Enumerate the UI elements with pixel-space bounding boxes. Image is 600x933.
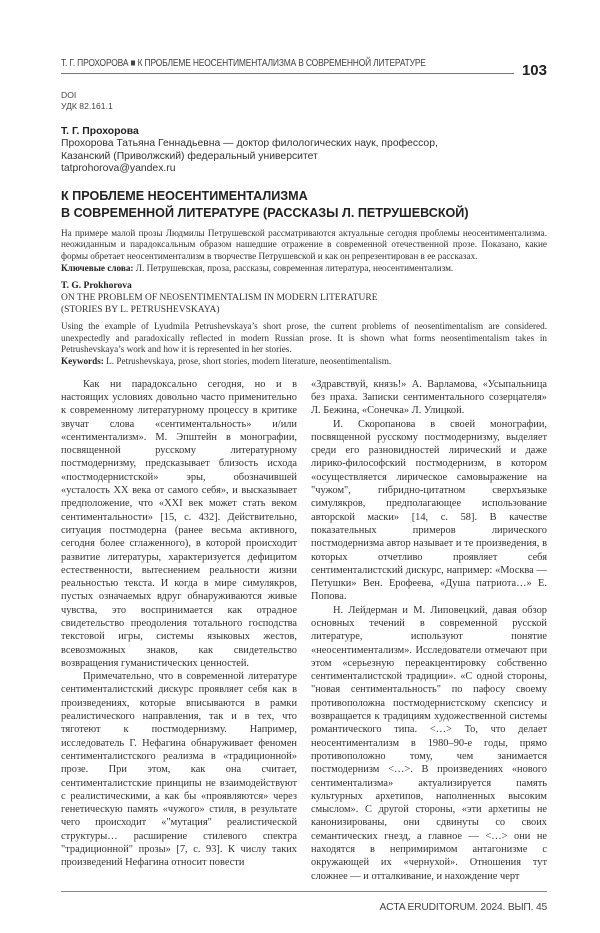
page-header [61, 53, 547, 74]
keywords-ru [61, 263, 547, 275]
paragraph: «Здравствуй, князь!» А. Варламова, «Усыпальница без праха. Записки сентиментального созерцателя» Л. Бежина, «Сонечка» Л. Улицкой. [311, 378, 547, 418]
footer-rule [61, 891, 547, 892]
abstract-ru [61, 228, 547, 275]
body-columns [61, 378, 547, 883]
keywords-ru-label: Ключевые слова: [61, 263, 133, 273]
journal-footer: ACTA ERUDITORUM. 2024. ВЫП. 45 [61, 902, 547, 913]
english-title-1: ON THE PROBLEM OF NEOSENTIMENTALISM IN MODERN LITERATURE [61, 293, 547, 305]
author-affiliation-2: Казанский (Приволжский) федеральный университет [61, 151, 547, 163]
document-page [61, 0, 547, 933]
keywords-en-text: L. Petrushevskaya, prose, short stories, modern literature, neosentimentalism. [104, 356, 391, 366]
author-name: Т. Г. Прохорова [61, 126, 547, 138]
body-column-right [311, 378, 547, 883]
keywords-ru-text: Л. Петрушевская, проза, рассказы, современная литература, неосентиментализм. [133, 263, 453, 273]
keywords-en-label: Keywords: [61, 356, 104, 366]
author-block [61, 126, 547, 176]
english-author: T. G. Prokhorova [61, 281, 547, 293]
page-number: 103 [522, 62, 547, 80]
author-affiliation-1: Прохорова Татьяна Геннадьевна — доктор филологических наук, профессор, [61, 138, 547, 150]
abstract-en-text: Using the example of Lyudmila Petrushevskaya’s short prose, the current problems of neosentimentalism are considered. unexpectedly and paradoxically reflected in modern Russian prose. It is shown what forms neosentimentalism takes in Petrushevskaya’s work and how it is represented in her stories. [61, 321, 547, 356]
udk-label: УДК 82.161.1 [61, 101, 547, 112]
abstract-ru-text: На примере малой прозы Людмилы Петрушевской рассматриваются актуальные сегодня проблемы неосентиментализма. неожиданным и парадоксальным образом нашедшие отражение в современной отечественной прозе. Показано, какие формы обретает неосентиментализм в творчестве Петрушевской и как он репрезентирован в ее рассказах. [61, 228, 547, 263]
running-head: Т. Г. ПРОХОРОВА ■ К ПРОБЛЕМЕ НЕОСЕНТИМЕНТАЛИЗМА В СОВРЕМЕННОЙ ЛИТЕРАТУРЕ [61, 58, 426, 69]
title-line-2: В СОВРЕМЕННОЙ ЛИТЕРАТУРЕ (РАССКАЗЫ Л. ПЕТРУШЕВСКОЙ) [61, 205, 547, 222]
author-email[interactable]: tatprohorova@yandex.ru [61, 163, 547, 175]
abstract-en [61, 321, 547, 368]
meta-block [61, 90, 547, 112]
running-head-container [61, 53, 514, 74]
title-line-1: К ПРОБЛЕМЕ НЕОСЕНТИМЕНТАЛИЗМА [61, 188, 547, 205]
article-title [61, 188, 547, 222]
paragraph: Примечательно, что в современной литературе сентименталистский дискурс проявляет себя как в произведениях, которые вписываются в рамки реалистического направления, так и в тех, что тяготеют к постмодернизму. Например, исследователь Г. Нефагина обнаруживает феномен сентименталистского реализма в «традиционной» прозе. При этом, как она считает, сентименталистские принципы не взаимодействуют с реалистическими, а как бы «проявляются» через генетическую память «чужого» стиля, в результате чего происходит «"мутация" реалистической структуры… расширение стилевого спектра "традиционной" прозы» [7, с. 93]. К числу таких произведений Нефагина относит повести [61, 670, 297, 869]
english-title-2: (STORIES BY L. PETRUSHEVSKAYA) [61, 305, 547, 317]
paragraph: И. Скоропанова в своей монографии, посвященной русскому постмодернизму, выделяет среди его разновидностей лирический и даже лирико-философский постмодернизм, в котором «осуществляется лирическое самовыражение на "чужом", гибридно-цитатном сверхъязыке симулякров, предполагающее использование авторской маски» [14, с. 58]. В качестве показательных примеров лирического постмодернизма автор называет и те произведения, в которых отчетливо проявляет себя сентименталистский дискурс, например: «Москва — Петушки» Вен. Ерофеева, «Душа патриота…» Е. Попова. [311, 418, 547, 604]
keywords-en [61, 356, 547, 368]
doi-label: DOI [61, 90, 547, 101]
body-column-left [61, 378, 297, 883]
paragraph: Как ни парадоксально сегодня, но и в настоящих условиях довольно часто применительно к современному литературному процессу в критике звучат слова «сентиментальность» и/или «сентиментализм». М. Эпштейн в монографии, посвященной русскому литературному постмодернизму, предсказывает близость исхода «постмодернистской» эры, обозначившей «усталость XX века от самого себя», и высказывает предположение, что «XXI век может стать веком сентиментальности» [15, с. 432]. Действительно, ситуация постмодерна (ранее весьма активного, сегодня более сглаженного), в которой происходит развитие литературы, характеризуется дефицитом естественности, вытеснением реальности жизни реальностью текста. И когда в мире симулякров, пустых означаемых вдруг обнаруживаются живые чувства, это воспринимается как отрадное свидетельство преодоления тотального господства текстовой игры, системы языковых жестов, всевозможных знаков, как свидетельство возвращения гуманистических ценностей. [61, 378, 297, 671]
paragraph: Н. Лейдерман и М. Липовецкий, давая обзор основных течений в современной русской литературе, используют понятие «неосентиментализм». Исследователи отмечают при этом «серьезную переакцентировку собственно сентименталистской традиции». «С одной стороны, "новая сентиментальность" по пафосу своему противоположна постмодернистскому скепсису и возвращается к традициям художественной системы романтического типа. <…> То, что делает неосентиментализм в 1980–90-е годы, прямо противоположно тому, чем занимается постмодернизм <…>. В произведениях «нового сентиментализма» актуализируется память культурных архетипов, наполненных высоким смыслом». С другой стороны, «эти архетипы не канонизированы, они сдвинуты со своих семантических гнезд, а главное — <…> они не находятся в непримиримом антагонизме с окружающей их «чернухой». Отношения тут сложнее — и отталкивание, и нахождение черт [311, 604, 547, 883]
english-heading [61, 281, 547, 316]
